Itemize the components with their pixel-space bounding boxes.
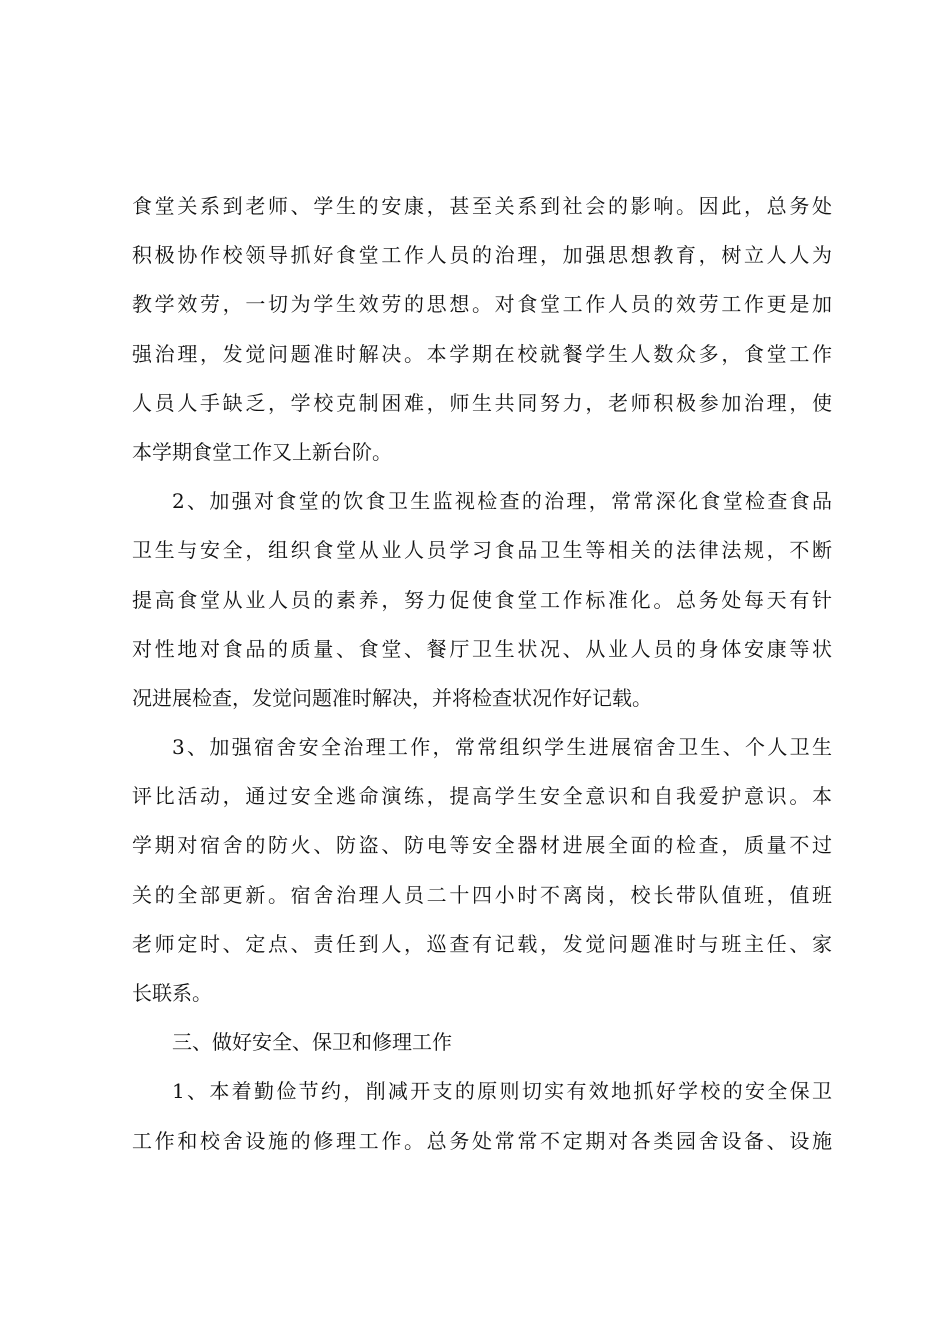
text-line: 况进展检查，发觉问题准时解决，并将检查状况作好记载。 [132, 685, 652, 710]
text-line: 对性地对食品的质量、食堂、餐厅卫生状况、从业人员的身体安康等状 [132, 636, 832, 661]
text-line: 提高食堂从业人员的素养，努力促使食堂工作标准化。总务处每天有针 [132, 587, 832, 612]
text-line: 评比活动，通过安全逃命演练，提高学生安全意识和自我爱护意识。本 [132, 784, 832, 809]
text-line: 强治理，发觉问题准时解决。本学期在校就餐学生人数众多，食堂工作 [132, 341, 832, 366]
text-line: 人员人手缺乏，学校克制困难，师生共同努力，老师积极参加治理，使 [132, 390, 832, 415]
text-line: 1、本着勤俭节约，削减开支的原则切实有效地抓好学校的安全保卫 [172, 1079, 832, 1104]
text-line: 3、加强宿舍安全治理工作，常常组织学生进展宿舍卫生、个人卫生 [172, 735, 832, 760]
text-line: 三、做好安全、保卫和修理工作 [172, 1030, 452, 1055]
text-line: 教学效劳，一切为学生效劳的思想。对食堂工作人员的效劳工作更是加 [132, 292, 832, 317]
text-line: 老师定时、定点、责任到人，巡查有记载，发觉问题准时与班主任、家 [132, 931, 832, 956]
document-body [132, 188, 832, 1172]
text-line: 本学期食堂工作又上新台阶。 [132, 439, 392, 464]
text-line: 学期对宿舍的防火、防盗、防电等安全器材进展全面的检查，质量不过 [132, 833, 832, 858]
text-line: 卫生与安全，组织食堂从业人员学习食品卫生等相关的法律法规，不断 [132, 538, 832, 563]
text-line: 工作和校舍设施的修理工作。总务处常常不定期对各类园舍设备、设施 [132, 1128, 832, 1153]
text-line: 长联系。 [132, 981, 212, 1005]
text-line: 关的全部更新。宿舍治理人员二十四小时不离岗，校长带队值班，值班 [132, 882, 832, 907]
text-line: 2、加强对食堂的饮食卫生监视检查的治理，常常深化食堂检查食品 [172, 489, 832, 514]
text-line: 积极协作校领导抓好食堂工作人员的治理，加强思想教育，树立人人为 [132, 243, 832, 268]
text-line: 食堂关系到老师、学生的安康，甚至关系到社会的影响。因此，总务处 [132, 194, 832, 218]
